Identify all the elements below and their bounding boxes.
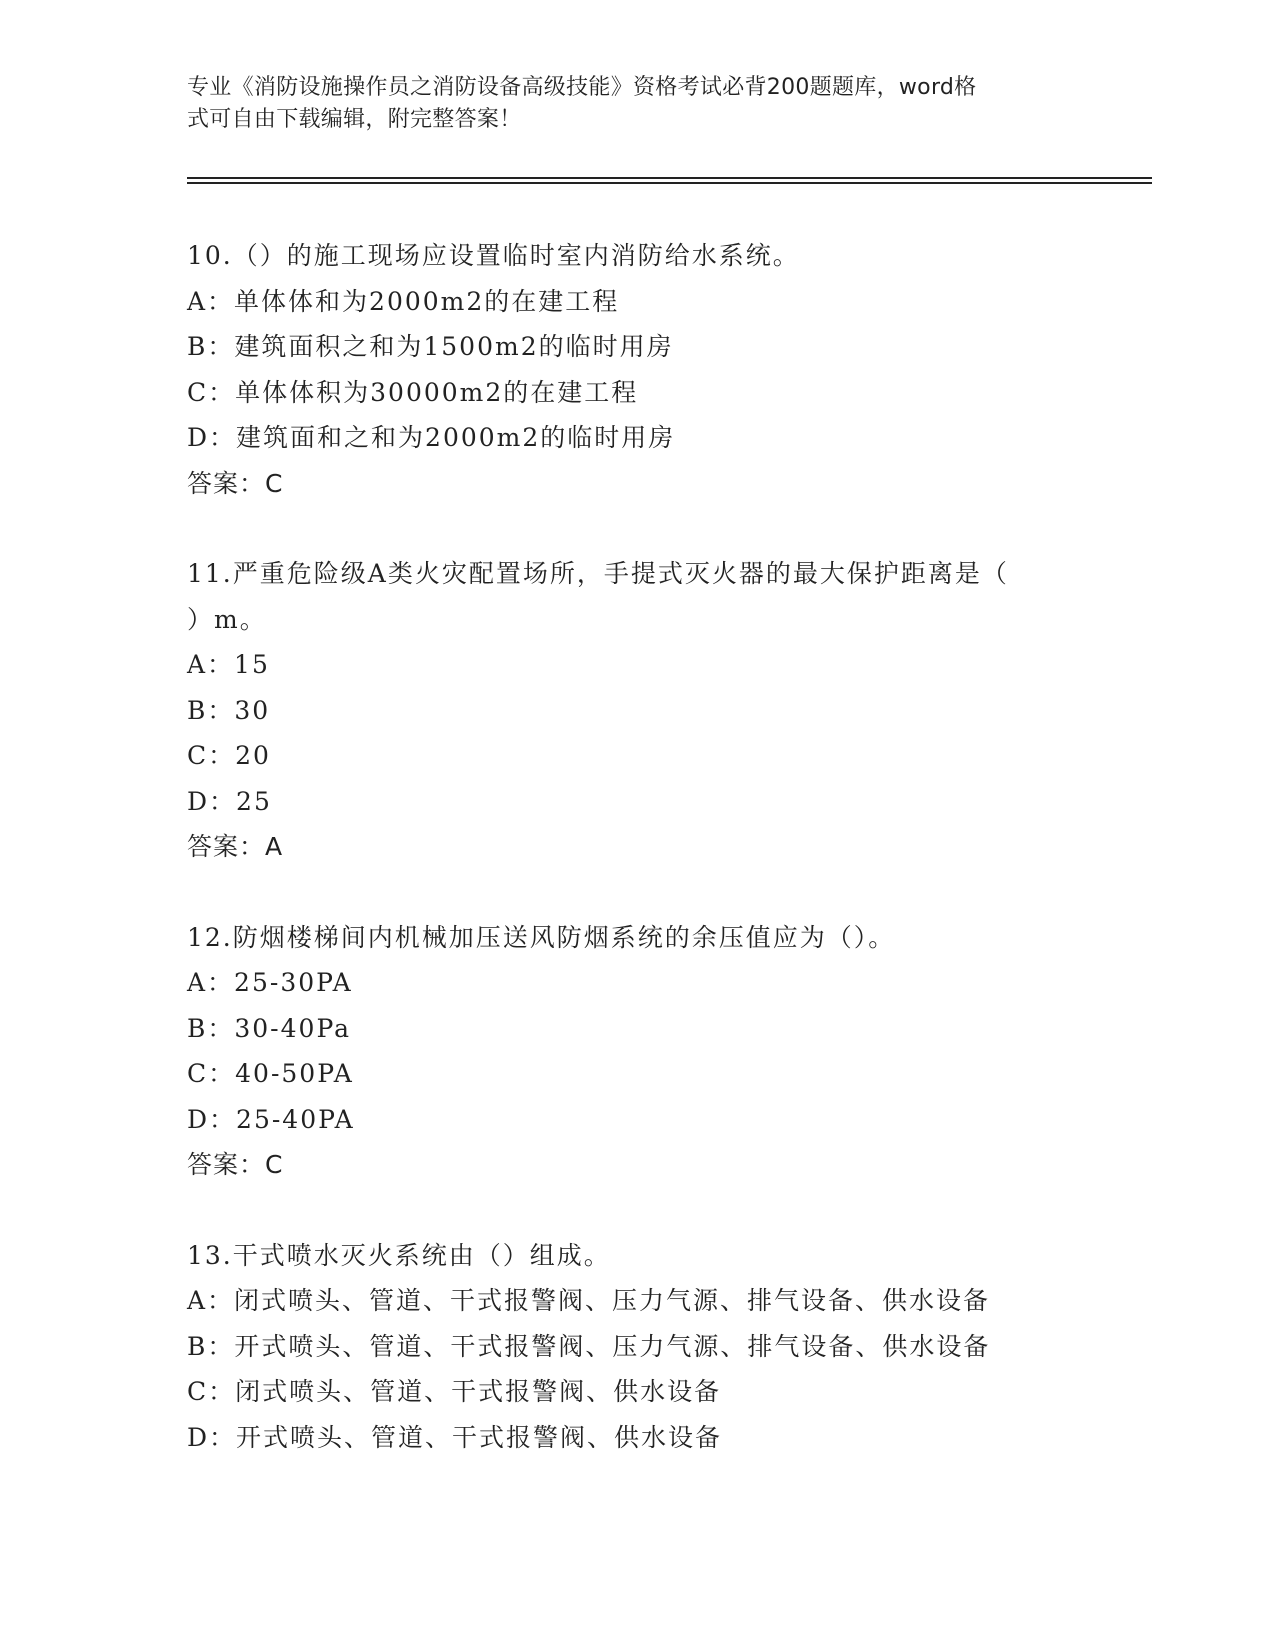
option-b: B：建筑面积之和为1500m2的临时用房 (187, 332, 674, 361)
answer-line: 答案：C (187, 468, 284, 498)
question-stem: 12.防烟楼梯间内机械加压送风防烟系统的余压值应为（）。 (187, 922, 896, 952)
option-d: D：建筑面和之和为2000m2的临时用房 (187, 423, 676, 452)
option-c: C：20 (187, 741, 271, 770)
option-a: A：单体体和为2000m2的在建工程 (187, 286, 620, 316)
document-header (187, 72, 1067, 136)
option-d: D：25-40PA (187, 1104, 355, 1134)
question-stem: 11.严重危险级A类火灾配置场所，手提式灭火器的最大保护距离是（ (187, 559, 1009, 588)
header-line-2: 式可自由下载编辑，附完整答案！ (187, 107, 522, 132)
question-10 (187, 233, 1087, 506)
question-stem: 10.（）的施工现场应设置临时室内消防给水系统。 (187, 241, 800, 270)
option-d: D：开式喷头、管道、干式报警阀、供水设备 (187, 1422, 723, 1452)
option-a: A：15 (187, 650, 270, 679)
option-c: C：40-50PA (187, 1059, 354, 1088)
option-c: C：单体体积为30000m2的在建工程 (187, 377, 639, 407)
option-b: B：30 (187, 695, 271, 725)
answer-line: 答案：A (187, 832, 284, 861)
option-c: C：闭式喷头、管道、干式报警阀、供水设备 (187, 1377, 722, 1406)
question-stem-continuation: ）m。 (187, 604, 267, 634)
question-stem: 13.干式喷水灭火系统由（）组成。 (187, 1240, 611, 1270)
answer-line: 答案：C (187, 1150, 284, 1179)
option-b: B：开式喷头、管道、干式报警阀、压力气源、排气设备、供水设备 (187, 1331, 991, 1361)
question-list (187, 233, 1087, 1505)
header-divider-bottom (187, 182, 1152, 184)
option-b: B：30-40Pa (187, 1013, 352, 1043)
option-d: D：25 (187, 786, 272, 816)
option-a: A：闭式喷头、管道、干式报警阀、压力气源、排气设备、供水设备 (187, 1286, 991, 1315)
header-line-1: 专业《消防设施操作员之消防设备高级技能》资格考试必背200题题库，word格 (187, 75, 977, 100)
question-11 (187, 551, 1087, 870)
question-13 (187, 1233, 1087, 1461)
option-a: A：25-30PA (187, 968, 353, 997)
header-divider-top (187, 177, 1152, 179)
question-12 (187, 915, 1087, 1188)
